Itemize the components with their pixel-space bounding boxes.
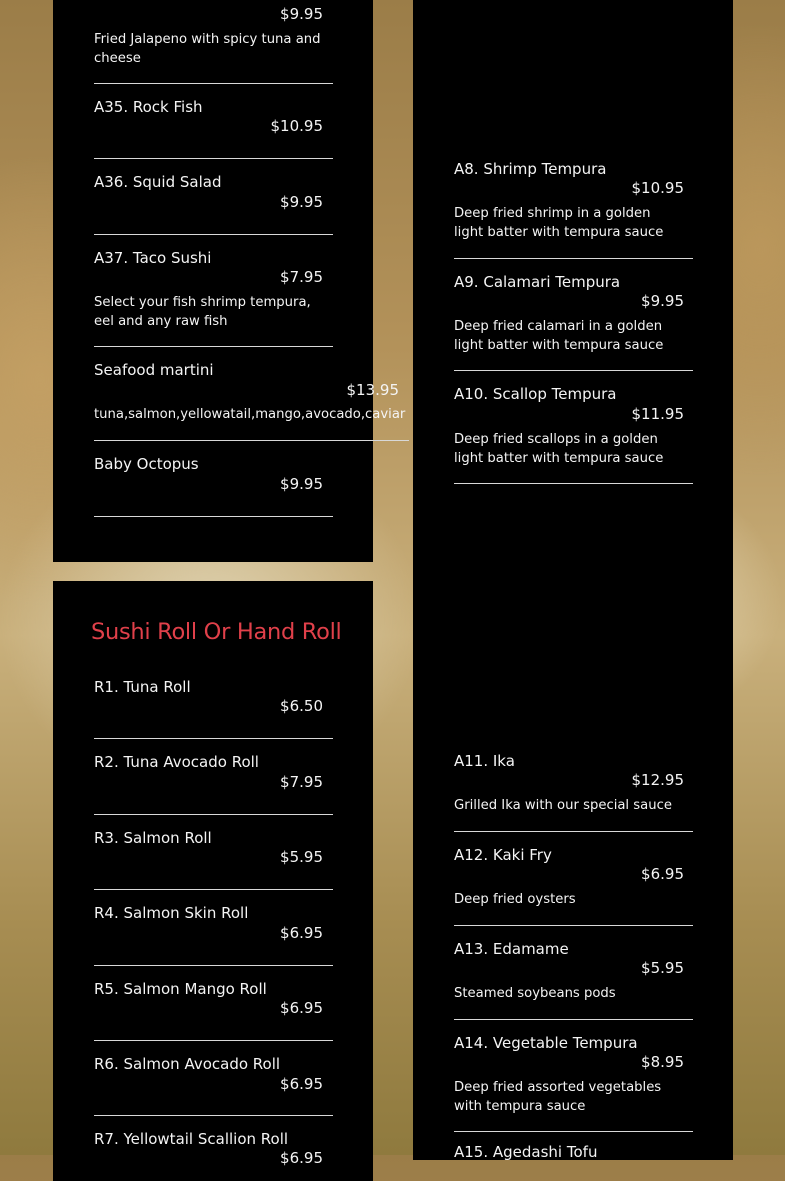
item-price: $5.95 [280,848,323,866]
item-price: $8.95 [641,1053,684,1071]
menu-item-a14[interactable] [454,1034,694,1130]
item-divider [94,1115,333,1116]
menu-item-r1[interactable] [94,678,334,738]
item-name: A12. Kaki Fry [454,846,552,864]
item-divider [94,814,333,815]
item-description: Steamed soybeans pods [454,986,616,1001]
menu-item-a8[interactable] [454,160,694,258]
item-name: A37. Taco Sushi [94,249,212,267]
item-divider [454,483,693,484]
appetizer-panel-left [53,0,406,562]
menu-item-seafood-martini[interactable] [94,361,410,439]
item-divider [94,889,333,890]
menu-item-a12[interactable] [454,846,694,924]
menu-item-baby-octopus[interactable] [94,455,334,515]
menu-item-a37[interactable] [94,249,334,345]
item-price: $6.95 [280,1149,323,1167]
item-name: A10. Scallop Tempura [454,385,617,403]
item-price: $6.95 [641,865,684,883]
appetizer-panel-right [413,0,733,1160]
item-description: Deep fried scallops in a golden light batter with tempura sauce [454,432,664,466]
menu-item-r7[interactable] [94,1130,334,1180]
menu-item-a11[interactable] [454,752,694,830]
item-name: A11. Ika [454,752,515,770]
menu-item-a35[interactable] [94,98,334,158]
item-name: A36. Squid Salad [94,173,222,191]
item-divider [94,234,333,235]
item-price: $5.95 [641,959,684,977]
menu-item-r6[interactable] [94,1055,334,1115]
item-price: $11.95 [631,405,684,423]
item-price: $6.95 [280,999,323,1017]
item-name: R6. Salmon Avocado Roll [94,1055,281,1073]
item-divider [94,158,333,159]
item-name: R4. Salmon Skin Roll [94,904,249,922]
menu-item-r5[interactable] [94,980,334,1040]
item-price: $9.95 [280,5,323,23]
item-divider [94,965,333,966]
menu-item-a13[interactable] [454,940,694,1018]
item-divider [94,1040,333,1041]
item-description: Select your fish shrimp tempura, eel and any raw fish [94,295,311,329]
item-name: R2. Tuna Avocado Roll [94,753,259,771]
item-price: $7.95 [280,773,323,791]
item-description: Deep fried oysters [454,892,576,907]
menu-item-a36[interactable] [94,173,334,233]
item-name: A8. Shrimp Tempura [454,160,607,178]
item-name: A15. Agedashi Tofu [454,1143,598,1161]
item-name: R7. Yellowtail Scallion Roll [94,1130,289,1148]
section-title: Sushi Roll Or Hand Roll [91,619,342,645]
item-divider [94,440,409,441]
item-name: Baby Octopus [94,455,199,473]
item-price: $7.95 [280,268,323,286]
item-description: Grilled Ika with our special sauce [454,798,672,813]
item-description: Deep fried shrimp in a golden light batter with tempura sauce [454,206,664,240]
item-price: $6.50 [280,697,323,715]
item-description: tuna,salmon,yellowatail,mango,avocado,caviar [94,407,406,422]
item-price: $9.95 [280,193,323,211]
menu-item-a9[interactable] [454,273,694,370]
item-divider [454,925,693,926]
sushi-roll-panel [53,581,373,1181]
item-divider [454,1019,693,1020]
item-name: R5. Salmon Mango Roll [94,980,267,998]
item-price: $6.95 [280,1075,323,1093]
item-name: R1. Tuna Roll [94,678,191,696]
item-divider [94,516,333,517]
item-price: $9.95 [280,475,323,493]
item-divider [94,83,333,84]
menu-item-jalapeno[interactable] [94,0,334,84]
item-name: A13. Edamame [454,940,569,958]
menu-item-a15[interactable] [454,1143,694,1163]
item-divider [454,1131,693,1132]
item-price: $10.95 [270,117,323,135]
item-description: Deep fried calamari in a golden light batter with tempura sauce [454,319,664,353]
item-price: $10.95 [631,179,684,197]
item-description: Deep fried assorted vegetables with tempura sauce [454,1080,662,1114]
item-description: Fried Jalapeno with spicy tuna and cheese [94,32,321,66]
item-divider [94,346,333,347]
item-name: A9. Calamari Tempura [454,273,621,291]
item-price: $12.95 [631,771,684,789]
item-name: R3. Salmon Roll [94,829,212,847]
menu-item-a10[interactable] [454,385,694,483]
menu-item-r3[interactable] [94,829,334,889]
menu-item-r4[interactable] [94,904,334,964]
item-divider [454,831,693,832]
item-divider [454,370,693,371]
item-name: A35. Rock Fish [94,98,203,116]
item-name: Seafood martini [94,361,214,379]
item-price: $6.95 [280,924,323,942]
item-divider [454,258,693,259]
item-name: A14. Vegetable Tempura [454,1034,638,1052]
menu-item-r2[interactable] [94,753,334,813]
item-price: $9.95 [641,292,684,310]
item-price: $13.95 [346,381,399,399]
item-divider [94,738,333,739]
